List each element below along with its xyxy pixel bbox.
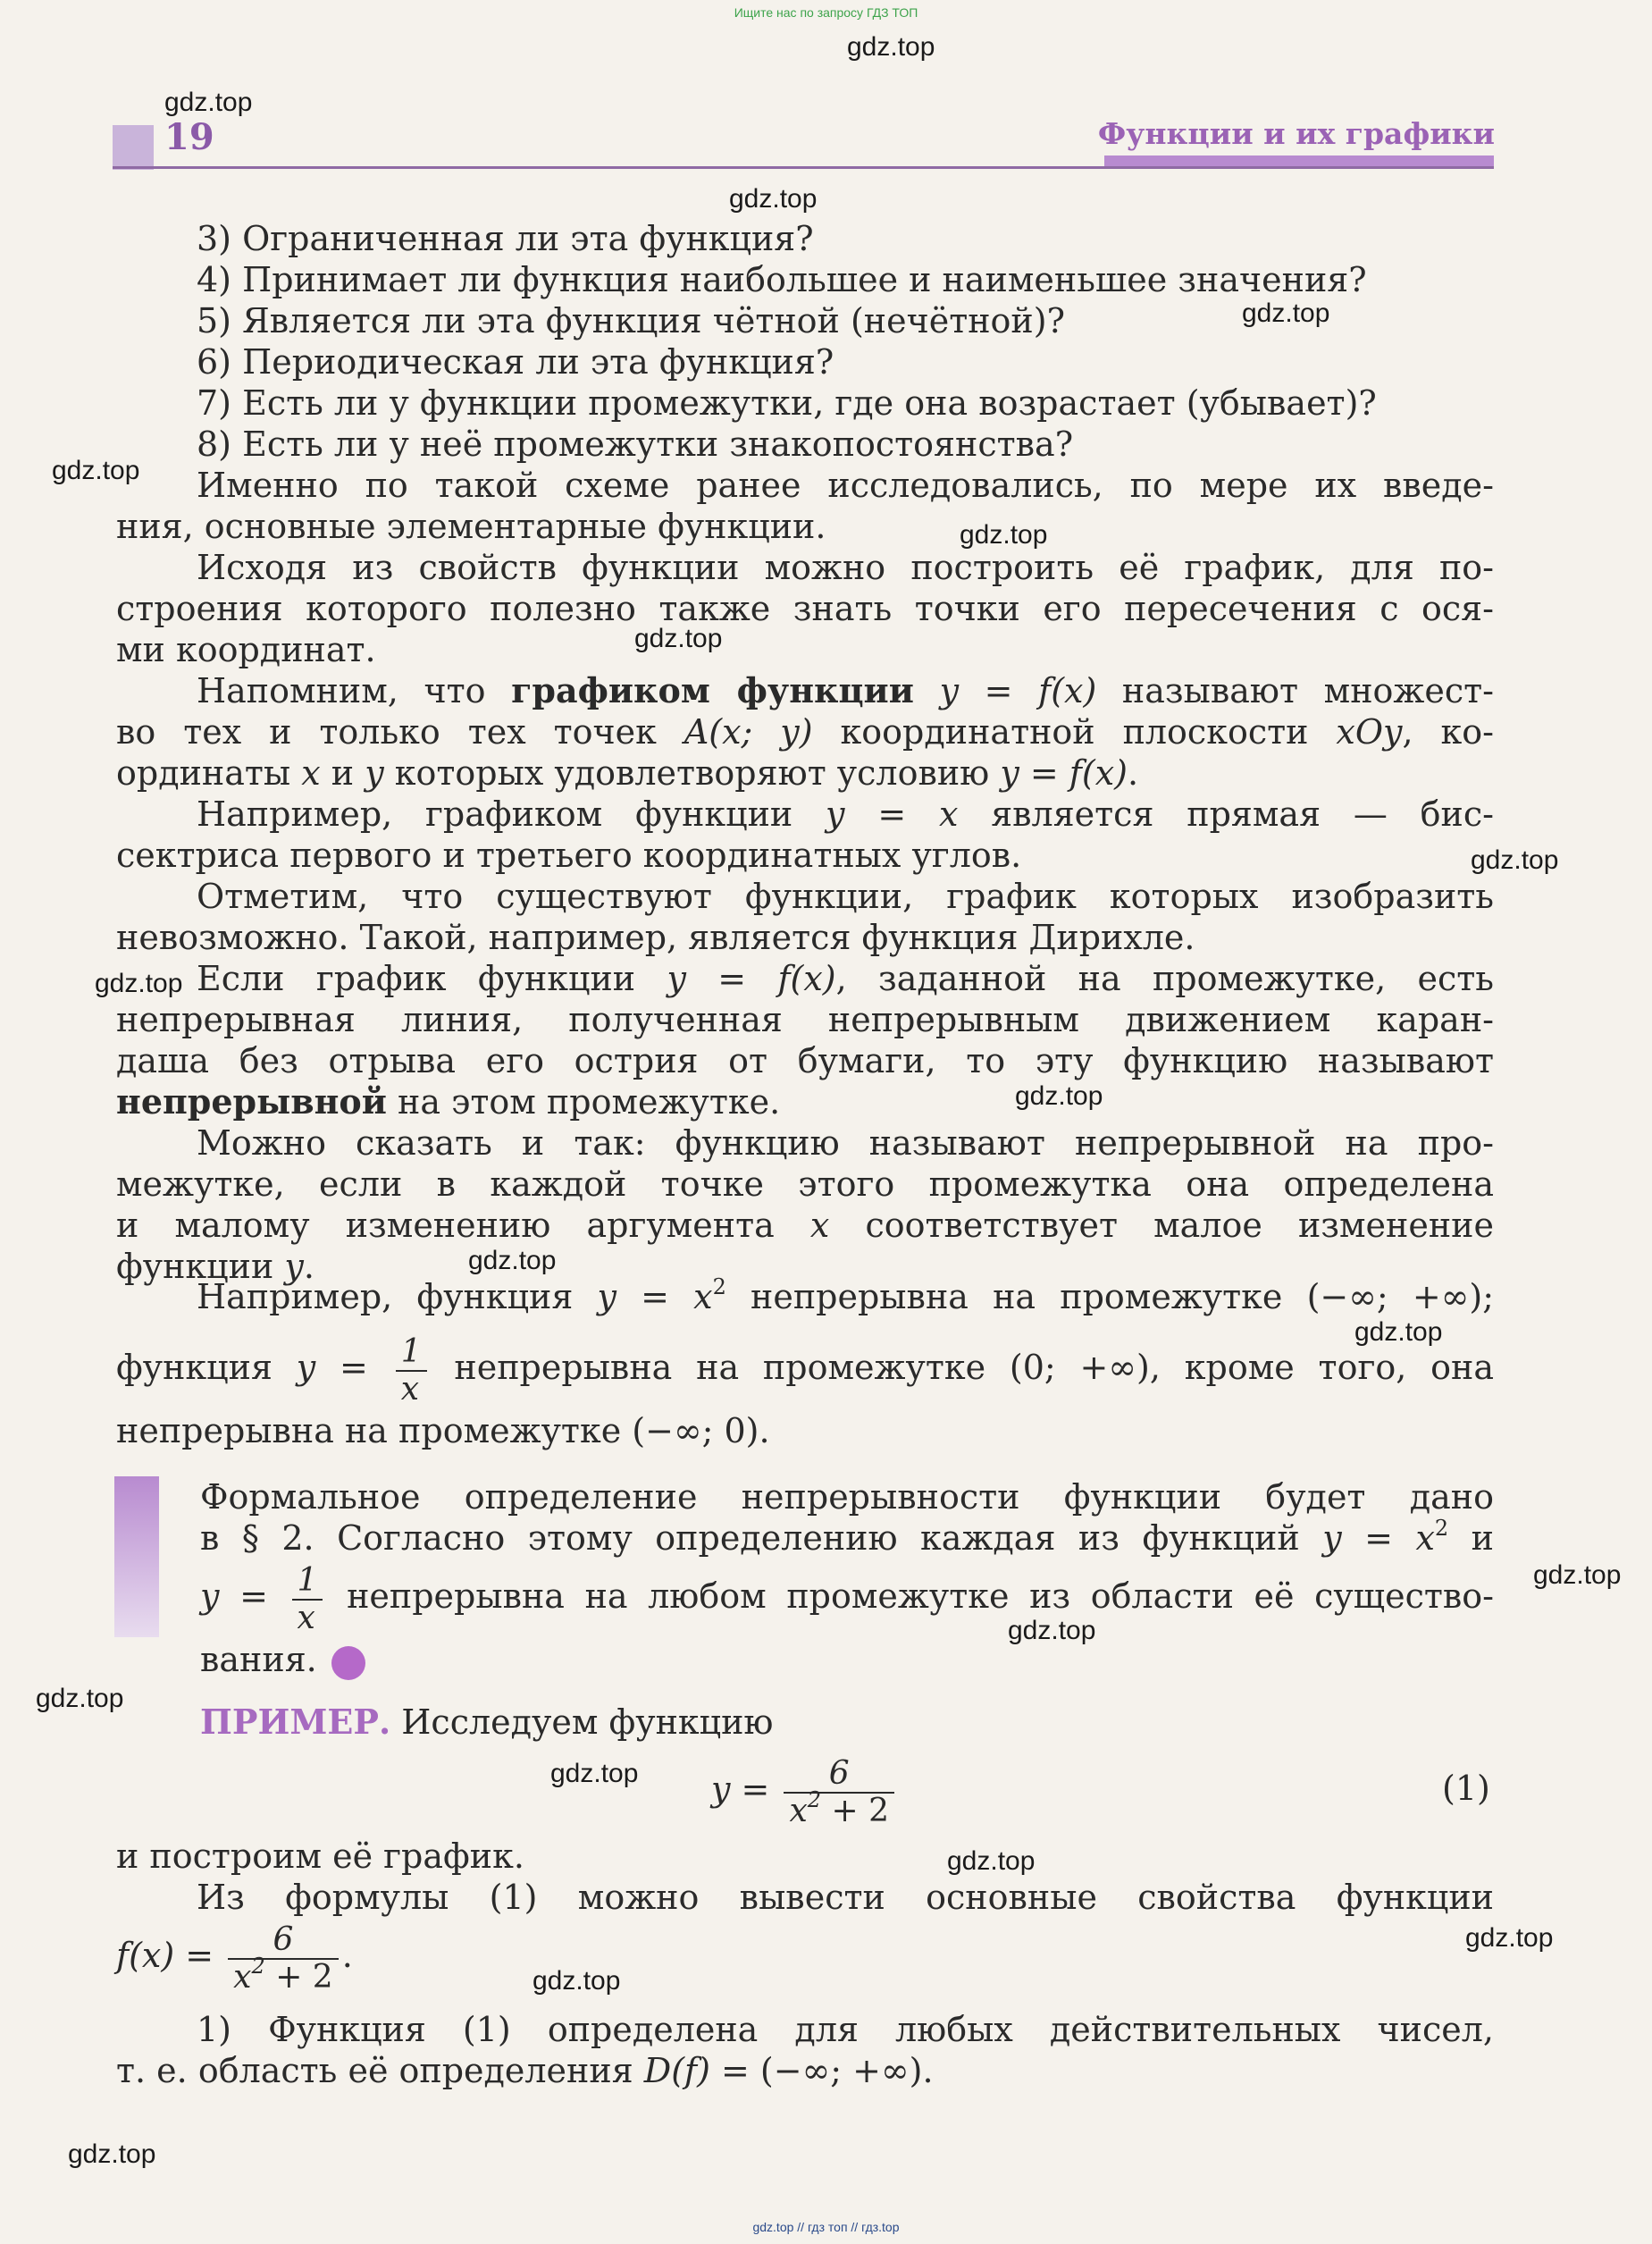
- watermark: gdz.top: [729, 184, 818, 214]
- watermark: gdz.top: [634, 624, 723, 653]
- chapter-title: Функции и их графики: [1097, 116, 1495, 151]
- paragraph-line: Отметим, что существуют функции, график которых изобразить: [197, 877, 1494, 916]
- example-heading: ПРИМЕР. Исследуем функцию: [200, 1702, 774, 1742]
- watermark: gdz.top: [847, 32, 935, 62]
- watermark: gdz.top: [1465, 1923, 1554, 1953]
- watermark: gdz.top: [1008, 1616, 1096, 1645]
- note-side-bar: [114, 1476, 159, 1637]
- paragraph-line: т. е. область её определения D(f) = (−∞; +∞).: [116, 2051, 934, 2090]
- note-line: в § 2. Согласно этому определению каждая из функций $y = x^2$ и: [200, 1516, 1494, 1558]
- paragraph-line: невозможно. Такой, например, является функция Дирихле.: [116, 918, 1195, 957]
- paragraph-line: непрерывна на промежутке (−∞; 0).: [116, 1411, 770, 1450]
- paragraph-line: непрерывная линия, полученная непрерывным движением каран-: [116, 1000, 1494, 1039]
- paragraph-line: сектриса первого и третьего координатных углов.: [116, 836, 1022, 875]
- watermark: gdz.top: [532, 1966, 621, 1996]
- watermark: gdz.top: [164, 88, 253, 117]
- watermark: gdz.top: [68, 2139, 156, 2169]
- watermark: gdz.top: [95, 969, 183, 998]
- note-line: y = $\frac{1}{x}$ непрерывна на любом промежутке из области её существо-: [200, 1561, 1495, 1636]
- question-5: 5) Является ли эта функция чётной (нечётной)?: [197, 301, 1065, 340]
- watermark: gdz.top: [52, 456, 140, 485]
- graph-definition-line: Напомним, что графиком функции y = f(x) называют множест-: [197, 670, 1494, 710]
- graph-definition-line: ординаты x и y которых удовлетворяют условию y = f(x).: [116, 753, 1139, 793]
- equation-1: y = $\frac{6}{x^2 + 2}$: [711, 1752, 898, 1829]
- top-note: Ищите нас по запросу ГДЗ ТОП: [734, 5, 918, 20]
- watermark: gdz.top: [947, 1846, 1036, 1876]
- watermark: gdz.top: [550, 1759, 639, 1788]
- paragraph-line: Исходя из свойств функции можно построить её график, для по-: [197, 548, 1494, 587]
- term-graph-of-function: графиком функции: [511, 670, 914, 710]
- watermark: gdz.top: [960, 520, 1048, 550]
- watermark: gdz.top: [468, 1246, 557, 1275]
- note-line: Формальное определение непрерывности функции будет дано: [200, 1477, 1494, 1517]
- page-tab-marker: [113, 125, 154, 170]
- paragraph-line: строения которого полезно также знать точки его пересечения с ося-: [116, 589, 1494, 628]
- paragraph-line: даша без отрыва его острия от бумаги, то эту функцию называют: [116, 1041, 1494, 1080]
- end-of-note-dot-icon: [331, 1646, 365, 1680]
- page-number: 19: [164, 116, 214, 158]
- bottom-note: gdz.top // гдз топ // гдз.top: [752, 2220, 900, 2234]
- paragraph-line: и малому изменению аргумента x соответствует малое изменение: [116, 1206, 1495, 1245]
- watermark: gdz.top: [1015, 1081, 1103, 1111]
- question-8: 8) Есть ли у неё промежутки знакопостоянства?: [197, 424, 1074, 464]
- term-continuous: непрерывной: [116, 1081, 387, 1122]
- watermark: gdz.top: [36, 1684, 124, 1713]
- graph-definition-line: во тех и только тех точек A(x; y) координатной плоскости xOy, ко-: [116, 712, 1494, 752]
- paragraph-line: непрерывной на этом промежутке.: [116, 1081, 781, 1122]
- watermark: gdz.top: [1242, 298, 1330, 328]
- question-4: 4) Принимает ли функция наибольшее и наименьшее значения?: [197, 260, 1367, 299]
- example-label: ПРИМЕР.: [200, 1702, 391, 1742]
- note-line: вания.: [200, 1639, 365, 1680]
- paragraph-line: Из формулы (1) можно вывести основные свойства функции: [197, 1878, 1494, 1917]
- header-rule: [113, 166, 1494, 169]
- watermark: gdz.top: [1471, 845, 1559, 875]
- watermark: gdz.top: [1533, 1560, 1622, 1590]
- paragraph-line: ми координат.: [116, 630, 376, 669]
- paragraph-line: Например, графиком функции y = x является прямая — бис-: [197, 794, 1494, 834]
- equation-number: (1): [1442, 1769, 1490, 1808]
- paragraph-line: Например, функция $y = x^2$ непрерывна на промежутке (−∞; +∞);: [197, 1274, 1494, 1316]
- function-formula: f(x) = $\frac{6}{x^2 + 2}$ .: [116, 1920, 353, 1996]
- watermark: gdz.top: [1354, 1317, 1443, 1347]
- paragraph-line: межутке, если в каждой точке этого промежутка она определена: [116, 1164, 1494, 1204]
- paragraph-line: 1) Функция (1) определена для любых действительных чисел,: [197, 2010, 1494, 2049]
- fraction-one-over-x: $\frac{1}{x}$: [292, 1563, 323, 1636]
- paragraph-line: Если график функции y = f(x), заданной на промежутке, есть: [197, 959, 1494, 998]
- fraction-one-over-x: $\frac{1}{x}$: [396, 1334, 427, 1408]
- paragraph-line: Можно сказать и так: функцию называют непрерывной на про-: [197, 1123, 1494, 1163]
- question-7: 7) Есть ли у функции промежутки, где она возрастает (убывает)?: [197, 383, 1377, 423]
- paragraph-line: функции y.: [116, 1247, 314, 1286]
- paragraph-line: ния, основные элементарные функции.: [116, 507, 826, 546]
- paragraph-line: и построим её график.: [116, 1836, 524, 1876]
- paragraph-line: Именно по такой схеме ранее исследовались, по мере их введе-: [197, 466, 1494, 505]
- paragraph-line: функция y = $\frac{1}{x}$ непрерывна на промежутке (0; +∞), кроме того, она: [116, 1332, 1495, 1408]
- question-3: 3) Ограниченная ли эта функция?: [197, 219, 814, 258]
- question-6: 6) Периодическая ли эта функция?: [197, 342, 834, 382]
